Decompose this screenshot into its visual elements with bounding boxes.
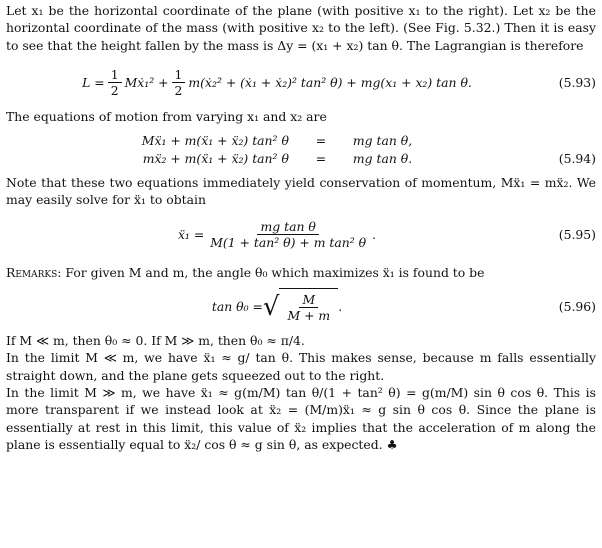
- fraction-denominator: M(1 + tan² θ) + m tan² θ: [210, 234, 367, 250]
- eq595-period: .: [372, 226, 377, 242]
- equation-5-95: [6, 214, 596, 254]
- eq596-lhs: tan θ₀ =: [211, 299, 263, 315]
- equation-number: (5.94): [558, 151, 596, 167]
- equation-number: (5.93): [558, 74, 596, 90]
- equation-number: (5.96): [558, 299, 596, 315]
- equation-5-96: [6, 286, 596, 328]
- remarks-text: For given M and m, the angle θ₀ which maximizes ẍ₁ is found to be: [61, 265, 485, 281]
- fraction-denominator: 2: [110, 82, 119, 98]
- small-M-limit-paragraph: In the limit M ≪ m, we have ẍ₁ ≈ g/ tan θ. This makes sense, because m falls essentially straight down, and the plane gets squeezed out to the right.: [6, 350, 596, 383]
- equation-number: (5.95): [558, 226, 596, 242]
- equation-5-94: [6, 132, 596, 168]
- equation-row: [136, 132, 418, 150]
- eq593-half-fraction-1: [108, 67, 122, 98]
- eq593-term-1: Mẋ₁² +: [124, 74, 169, 90]
- momentum-paragraph: Note that these two equations immediately yield conservation of momentum, Mẍ₁ = mẍ₂. We may easily solve for ẍ₁ to obtain: [6, 174, 596, 208]
- equation-5-93: [6, 62, 596, 102]
- fraction-numerator: 1: [108, 67, 122, 83]
- equation-system: [136, 132, 418, 168]
- eq595-lhs: ẍ₁ =: [177, 226, 205, 242]
- fraction-denominator: M + m: [287, 308, 331, 324]
- large-M-limit-paragraph: In the limit M ≫ m, we have ẍ₁ ≈ g(m/M) tan θ/(1 + tan² θ) = g(m/M) sin θ cos θ. This is more transparent if we instead look at ẍ₂ = (M/m)ẍ₁ ≈ g sin θ cos θ. Since the plane is essentially at rest in this limit, this value of ẍ₂ implies that the acceleration of m along the plane is essentially equal to ẍ₂/ cos θ ≈ g sin θ, as expected. ♣: [6, 385, 596, 453]
- equation-row-lhs: Mẍ₁ + m(ẍ₁ + ẍ₂) tan² θ: [141, 132, 289, 148]
- eq593-term-2: m(ẋ₂² + (ẋ₁ + ẋ₂)² tan² θ) + mg(x₁ + x₂) tan θ.: [188, 74, 472, 90]
- eq593-lhs: L =: [82, 74, 105, 90]
- equals-sign: =: [315, 132, 327, 148]
- fraction-numerator: M: [299, 292, 318, 308]
- limits-paragraph: If M ≪ m, then θ₀ ≈ 0. If M ≫ m, then θ₀ ≈ π/4.: [6, 332, 305, 348]
- eq595-fraction: [207, 219, 369, 250]
- fraction-numerator: 1: [172, 67, 186, 83]
- equals-sign: =: [315, 150, 327, 166]
- remarks-paragraph: [6, 264, 596, 281]
- equations-of-motion-intro: The equations of motion from varying x₁ and x₂ are: [6, 109, 327, 125]
- radicand: [279, 288, 338, 326]
- equation-row-rhs: mg tan θ.: [352, 150, 413, 166]
- eq596-period: .: [338, 299, 343, 315]
- equation-row-rhs: mg tan θ,: [352, 132, 413, 148]
- square-root: [263, 288, 338, 326]
- intro-paragraph: Let x₁ be the horizontal coordinate of the plane (with positive x₁ to the right). Let x₂ be the horizontal coordinate of the mass (with positive x₂ to the left). (See Fig. 5.32.) Then it is easy to see that the height fallen by the mass is Δy = (x₁ + x₂) tan θ. The Lagrangian is therefore: [6, 3, 596, 53]
- fraction-denominator: 2: [174, 82, 183, 98]
- eq596-fraction: [284, 292, 333, 323]
- eq593-half-fraction-2: [172, 67, 186, 98]
- fraction-numerator: mg tan θ: [257, 219, 318, 235]
- equation-row-lhs: mẍ₂ + m(ẍ₁ + ẍ₂) tan² θ: [142, 150, 289, 166]
- equation-row: [136, 150, 418, 168]
- remarks-label: Remarks:: [6, 265, 62, 281]
- radical-sign-icon: √: [262, 291, 280, 322]
